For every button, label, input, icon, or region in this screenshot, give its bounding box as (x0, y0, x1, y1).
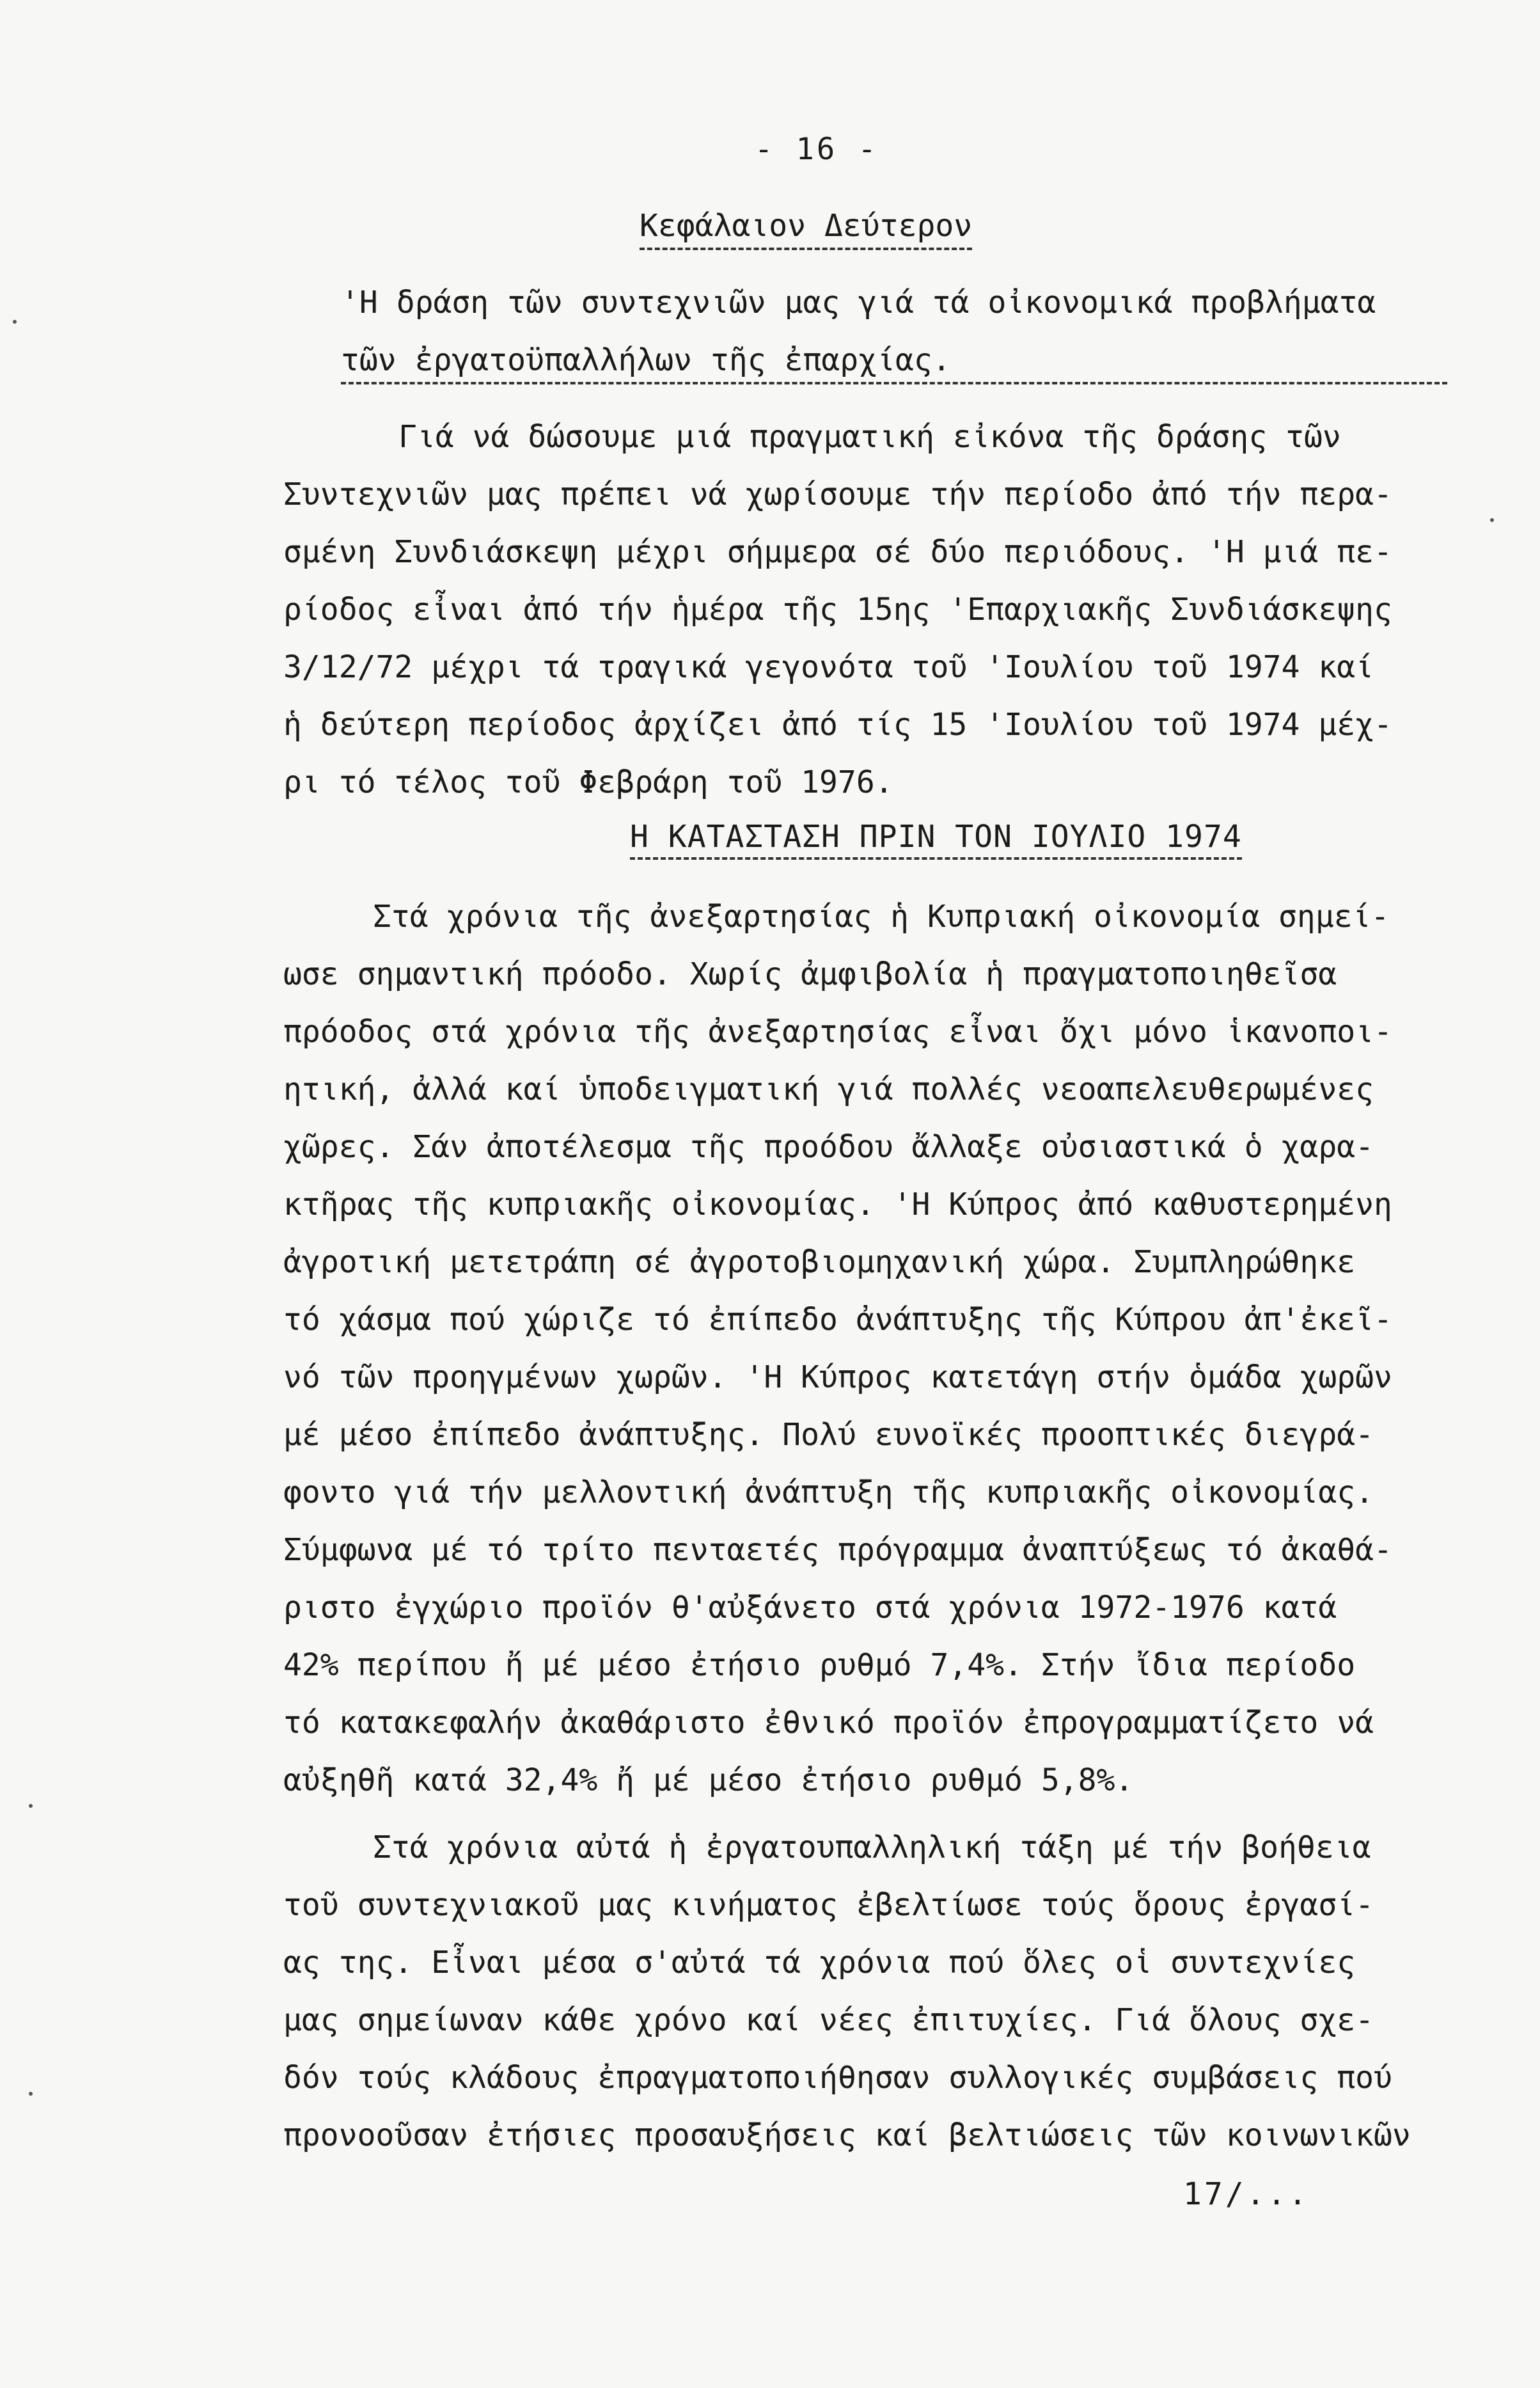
body-line: ητική, ἀλλά καί ὑποδειγματική γιά πολλές νεοαπελευθερωμένες (283, 1071, 1374, 1107)
body-line: πρόοδος στά χρόνια τῆς ἀνεξαρτησίας εἶναι ὄχι μόνο ἱκανοποι- (283, 1014, 1392, 1050)
body-line: ας της. Εἶναι μέσα σ'αὐτά τά χρόνια πού ὅλες οἱ συντεχνίες (283, 1945, 1356, 1981)
body-line: ρι τό τέλος τοῦ Φεβράρη τοῦ 1976. (283, 764, 893, 800)
body-line: Σύμφωνα μέ τό τρίτο πενταετές πρόγραμμα ἀναπτύξεως τό ἀκαθά- (283, 1532, 1392, 1568)
body-line: αὐξηθῆ κατά 32,4% ἤ μέ μέσο ἐτήσιο ρυθμό 5,8%. (283, 1762, 1134, 1798)
footer-reference: 17/... (1183, 2176, 1310, 2212)
page-number: - 16 - (755, 132, 879, 167)
body-line: χῶρες. Σάν ἀποτέλεσμα τῆς προόδου ἄλλαξε οὐσιαστικά ὁ χαρα- (283, 1129, 1374, 1165)
body-line: ρίοδος εἶναι ἀπό τήν ἡμέρα τῆς 15ης 'Επαρχιακῆς Συνδιάσκεψης (283, 592, 1392, 628)
heading-line-1: 'Η δράση τῶν συντεχνιῶν μας γιά τά οἰκονομικά προβλήματα (341, 285, 1376, 320)
body-line: σμένη Συνδιάσκεψη μέχρι σήμμερα σέ δύο περιόδους. 'Η μιά πε- (283, 534, 1392, 570)
body-line: δόν τούς κλάδους ἐπραγματοποιήθησαν συλλογικές συμβάσεις πού (283, 2060, 1392, 2096)
section-heading: Η ΚΑΤΑΣΤΑΣΗ ΠΡΙΝ ΤΟΝ ΙΟΥΛΙΟ 1974 (630, 819, 1242, 860)
scan-speck (29, 1804, 33, 1808)
body-line: Γιά νά δώσουμε μιά πραγματική εἰκόνα τῆς δράσης τῶν (398, 419, 1341, 455)
body-line: προνοοῦσαν ἐτήσιες προσαυξήσεις καί βελτιώσεις τῶν κοινωνικῶν (283, 2117, 1411, 2153)
body-line: ἀγροτική μετετράπη σέ ἀγροτοβιομηχανική χώρα. Συμπληρώθηκε (283, 1244, 1356, 1280)
body-line: μας σημείωναν κάθε χρόνο καί νέες ἐπιτυχίες. Γιά ὅλους σχε- (283, 2002, 1374, 2038)
body-line: νό τῶν προηγμένων χωρῶν. 'Η Κύπρος κατετάγη στήν ὁμάδα χωρῶν (283, 1359, 1392, 1395)
body-line: τοῦ συντεχνιακοῦ μας κινήματος ἐβελτίωσε τούς ὅρους ἐργασί- (283, 1887, 1374, 1923)
body-line: κτῆρας τῆς κυπριακῆς οἰκονομίας. 'Η Κύπρος ἀπό καθυστερημένη (283, 1187, 1392, 1222)
body-line: Στά χρόνια αὐτά ἡ ἐργατουπαλληλική τάξη μέ τήν βοήθεια (373, 1830, 1371, 1865)
body-line: ριστο ἐγχώριο προϊόν θ'αὐξάνετο στά χρόνια 1972-1976 κατά (283, 1590, 1337, 1625)
body-line: μέ μέσο ἐπίπεδο ἀνάπτυξης. Πολύ ευνοϊκές προοπτικές διεγρά- (283, 1417, 1374, 1453)
body-line: 42% περίπου ἤ μέ μέσο ἐτήσιο ρυθμό 7,4%. Στήν ἴδια περίοδο (283, 1647, 1356, 1683)
body-line: ἡ δεύτερη περίοδος ἀρχίζει ἀπό τίς 15 'Ιουλίου τοῦ 1974 μέχ- (283, 707, 1392, 743)
body-line: τό κατακεφαλήν ἀκαθάριστο ἐθνικό προϊόν ἐπρογραμματίζετο νά (283, 1705, 1374, 1741)
body-line: Συντεχνιῶν μας πρέπει νά χωρίσουμε τήν περίοδο ἀπό τήν περα- (283, 477, 1392, 512)
body-line: τό χάσμα πού χώριζε τό ἐπίπεδο ἀνάπτυξης τῆς Κύπρου ἀπ'ἐκεῖ- (283, 1302, 1392, 1338)
body-line: φοντο γιά τήν μελλοντική ἀνάπτυξη τῆς κυπριακῆς οἰκονομίας. (283, 1475, 1374, 1510)
chapter-title: Κεφάλαιον Δεύτερον (640, 208, 972, 250)
body-line: ωσε σημαντική πρόοδο. Χωρίς ἀμφιβολία ἡ πραγματοποιηθεῖσα (283, 956, 1337, 992)
body-line: 3/12/72 μέχρι τά τραγικά γεγονότα τοῦ 'Ιουλίου τοῦ 1974 καί (283, 649, 1374, 685)
scan-speck (29, 2092, 33, 2096)
body-line: Στά χρόνια τῆς ἀνεξαρτησίας ἡ Κυπριακή οἰκονομία σημεί- (373, 899, 1390, 935)
scan-speck (13, 320, 17, 324)
heading-line-2: τῶν ἐργατοϋπαλλήλων τῆς ἐπαρχίας. (341, 342, 1447, 384)
scan-speck (1490, 518, 1494, 522)
